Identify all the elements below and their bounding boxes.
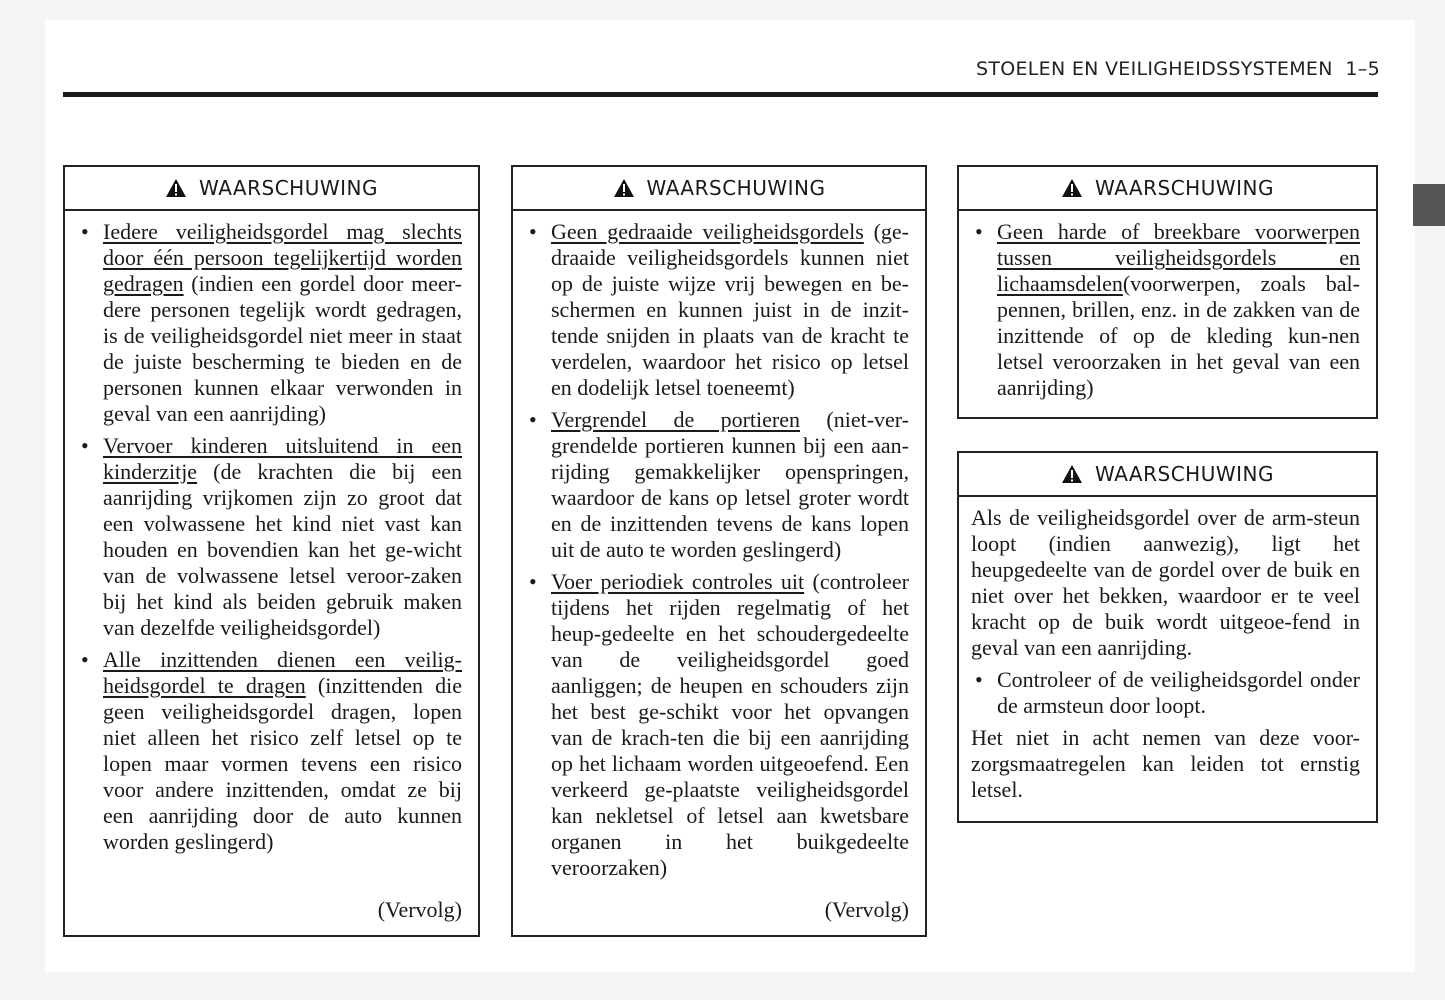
list-item bbox=[103, 433, 462, 641]
item-text: (inzittenden die geen veiligheidsgordel dragen, lopen niet alleen het risico zelf letsel op te lopen maar vormen tevens een risico voor andere inzittenden, omdat ze bij een aanrijding door de auto kunnen worden geslingerd) bbox=[103, 673, 463, 854]
warning-box-4 bbox=[957, 451, 1378, 823]
list-item bbox=[997, 219, 1360, 401]
warning-title: WAARSCHUWING bbox=[1095, 462, 1274, 486]
warning-triangle-icon bbox=[1061, 464, 1083, 484]
item-emphasis: Vervoer kinderen uitsluitend in een kinderzitje bbox=[103, 433, 462, 484]
item-text: (indien een gordel door meer-dere personen tegelijk wordt gedragen, is de veiligheidsgordel niet meer in staat de juiste bescherming te bieden en de personen kunnen elkaar verwonden in geval van een aanrijding) bbox=[103, 271, 462, 426]
page-header bbox=[976, 58, 1380, 80]
warning-title: WAARSCHUWING bbox=[1095, 176, 1274, 200]
item-text: (de krachten die bij een aanrijding vrijkomen zijn zo groot dat een volwassene het kind niet vast kan houden en bovendien kan het ge-wicht van de volwassene letsel veroor-zaken bij het kind als beiden gebruik maken van dezelfde veiligheidsgordel) bbox=[103, 459, 462, 640]
list-item bbox=[103, 219, 462, 427]
warning-body bbox=[959, 211, 1376, 401]
warning-title: WAARSCHUWING bbox=[199, 176, 378, 200]
warning-body bbox=[959, 497, 1376, 803]
warning-header bbox=[65, 167, 478, 211]
item-text: (ge-draaide veiligheidsgordels kunnen niet op de juiste wijze vrij bewegen en be-schermen en kunnen juist in de inzit-tende snijden in plaats van de kracht te verdelen, waardoor het risico op letsel en dodelijk letsel toeneemt) bbox=[551, 219, 910, 400]
list-item bbox=[103, 647, 462, 855]
item-emphasis: Vergrendel de portieren bbox=[551, 407, 801, 432]
warning-title: WAARSCHUWING bbox=[646, 176, 826, 200]
warning-box-3 bbox=[957, 165, 1378, 419]
warning-body bbox=[513, 211, 925, 881]
section-thumb-tab bbox=[1413, 184, 1445, 226]
list-item bbox=[551, 569, 909, 881]
item-text: (voorwerpen, zoals bal-pennen, brillen, enz. in de zakken van de inzittende of op de kleding kun-nen letsel veroorzaken in het geval van een aanrijding) bbox=[997, 271, 1360, 400]
item-text: (niet-ver-grendelde portieren kunnen bij een aan-rijding gemakkelijker openspringen, waardoor de kans op letsel groter wordt en de inzittenden tevens de kans lopen uit de auto te worden geslingerd) bbox=[551, 407, 909, 562]
warning-header bbox=[959, 453, 1376, 497]
warning-triangle-icon bbox=[165, 178, 187, 198]
item-text: (controleer tijdens het rijden regelmatig of het heup-gedeelte en het schoudergedeelte van de veiligheidsgordel goed aanliggen; de heupen en schouders zijn het best ge-schikt voor het opvangen van de krach-ten die bij een aanrijding op het lichaam worden uitgeoefend. Een verkeerd ge-plaatste veiligheidsgordel kan nekletsel of letsel aan kwetsbare organen in het buikgedeelte veroorzaken) bbox=[551, 569, 910, 880]
warning-body bbox=[65, 211, 478, 855]
section-title: STOELEN EN VEILIGHEIDSSYSTEMEN bbox=[975, 58, 1333, 80]
warning-box-1 bbox=[63, 165, 480, 937]
continued-label: (Vervolg) bbox=[377, 897, 462, 922]
item-emphasis: Iedere veiligheidsgordel mag slechts door één persoon tegelijkertijd worden gedragen bbox=[103, 219, 462, 296]
warning-box-2 bbox=[511, 165, 927, 937]
warning-triangle-icon bbox=[613, 178, 635, 198]
item-emphasis: Geen harde of breekbare voorwerpen tussen veiligheidsgordels en lichaamsdelen bbox=[997, 219, 1360, 296]
item-emphasis: Voer periodiek controles uit bbox=[551, 569, 805, 594]
list-item: • Controleer of de veiligheidsgordel onder de armsteun door loopt. bbox=[997, 667, 1360, 719]
item-emphasis: Alle inzittenden dienen een veilig-heidsgordel te dragen bbox=[103, 647, 462, 698]
item-emphasis: Geen gedraaide veiligheidsgordels bbox=[551, 219, 864, 244]
page-number: 1–5 bbox=[1345, 58, 1380, 80]
warning-triangle-icon bbox=[1061, 178, 1083, 198]
warning-header bbox=[513, 167, 925, 211]
intro-text: Als de veiligheidsgordel over de arm-steun loopt (indien aanwezig), ligt het heupgedeelte van de gordel over de buik en niet over het bekken, waardoor er te veel kracht op de buik wordt uitgeoe-fend in geval van een aanrijding. bbox=[971, 505, 1360, 660]
list-item bbox=[551, 407, 909, 563]
list-item bbox=[551, 219, 909, 401]
warning-header bbox=[959, 167, 1376, 211]
outro-text: Het niet in acht nemen van deze voor-zorgsmaatregelen kan leiden tot ernstig letsel. bbox=[971, 725, 1360, 802]
continued-label: (Vervolg) bbox=[824, 897, 909, 922]
header-rule bbox=[63, 92, 1378, 97]
